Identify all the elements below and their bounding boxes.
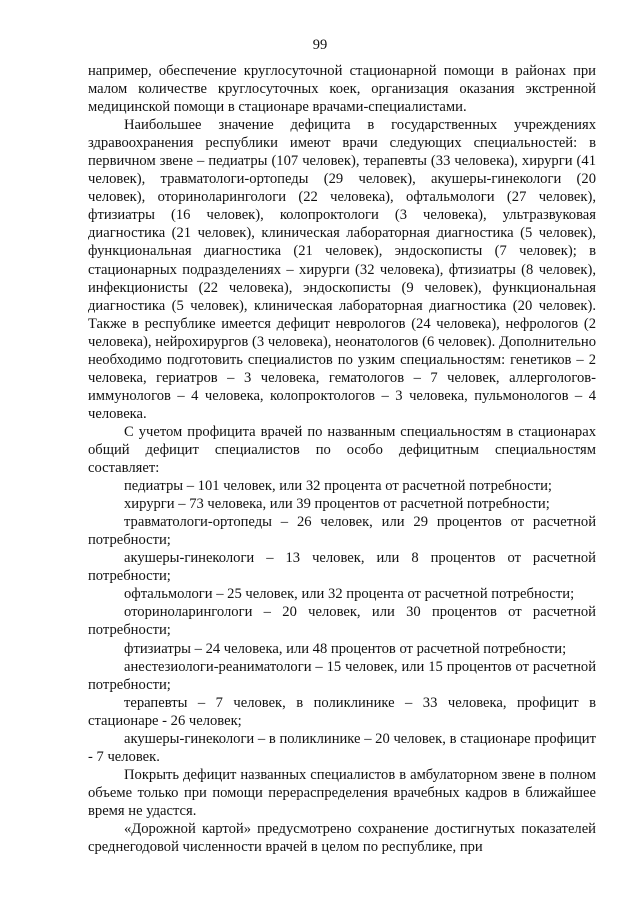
page-number: 99 <box>312 37 328 53</box>
paragraph: например, обеспечение круглосуточной стационарной помощи в районах при малом количестве круглосуточных коек, организация оказания экстренной медицинской помощи в стационаре врачами-специалистами. <box>88 63 596 116</box>
paragraph: хирурги – 73 человека, или 39 процентов от расчетной потребности; <box>124 496 550 513</box>
body-text <box>88 62 596 856</box>
paragraph: «Дорожной картой» предусмотрено сохранение достигнутых показателей среднегодовой численности врачей в целом по республике, при <box>88 820 596 856</box>
paragraph: терапевты – 7 человек, в поликлинике – 33 человека, профицит в стационаре - 26 человек; <box>88 694 596 729</box>
paragraph: травматологи-ортопеды – 26 человек, или 29 процентов от расчетной потребности; <box>88 514 596 549</box>
paragraph: педиатры – 101 человек, или 32 процента от расчетной потребности; <box>124 478 552 495</box>
paragraph: оториноларингологи – 20 человек, или 30 процентов от расчетной потребности; <box>88 604 596 639</box>
paragraph: С учетом профицита врачей по названным специальностям в стационарах общий дефицит специалистов по особо дефицитным специальностям составляет: <box>88 423 596 477</box>
paragraph: акушеры-гинекологи – 13 человек, или 8 процентов от расчетной потребности; <box>88 550 596 585</box>
paragraph: фтизиатры – 24 человека, или 48 процентов от расчетной потребности; <box>124 640 567 657</box>
paragraph: Покрыть дефицит названных специалистов в амбулаторном звене в полном объеме только при помощи перераспределения врачебных кадров в ближайшее время не удастся. <box>88 766 596 819</box>
paragraph: Наибольшее значение дефицита в государственных учреждениях здравоохранения республики имеют врачи следующих специальностей: в первичном звене – педиатры (107 человек), терапевты (33 человека), хирурги (41 человек), травматологи-ортопеды (29 человек), акушеры-гинекологи (20 человек), оториноларингологи (22 человека), офтальмологи (27 человек), фтизиатры (16 человек), колопроктологи (3 человека), ультразвуковая диагностика (21 человек), клиническая лабораторная диагностика (5 человек), функциональная диагностика (21 человек), эндоскописты (7 человек); в стационарных подразделениях – хирурги (32 человека), фтизиатры (8 человек), инфекционисты (22 человека), эндоскописты (9 человек), функциональная диагностика (5 человек), клиническая лабораторная диагностика (20 человек). Также в республике имеется дефицит неврологов (24 человека), нефрологов (2 человека), нейрохирургов (3 человека), неонатологов (6 человек). Дополнительно необходимо подготовить специалистов по узким специальностям: генетиков – 2 человека, гериатров – 3 человека, гематологов – 7 человек, аллергологов-иммунологов – 4 человека, колопроктологов – 3 человека, пульмонологов – 4 человека. <box>88 117 596 422</box>
paragraph: офтальмологи – 25 человек, или 32 процента от расчетной потребности; <box>124 586 575 603</box>
paragraph: акушеры-гинекологи – в поликлинике – 20 человек, в стационаре профицит - 7 человек. <box>88 730 596 765</box>
paragraph: анестезиологи-реаниматологи – 15 человек, или 15 процентов от расчетной потребности; <box>88 658 596 693</box>
